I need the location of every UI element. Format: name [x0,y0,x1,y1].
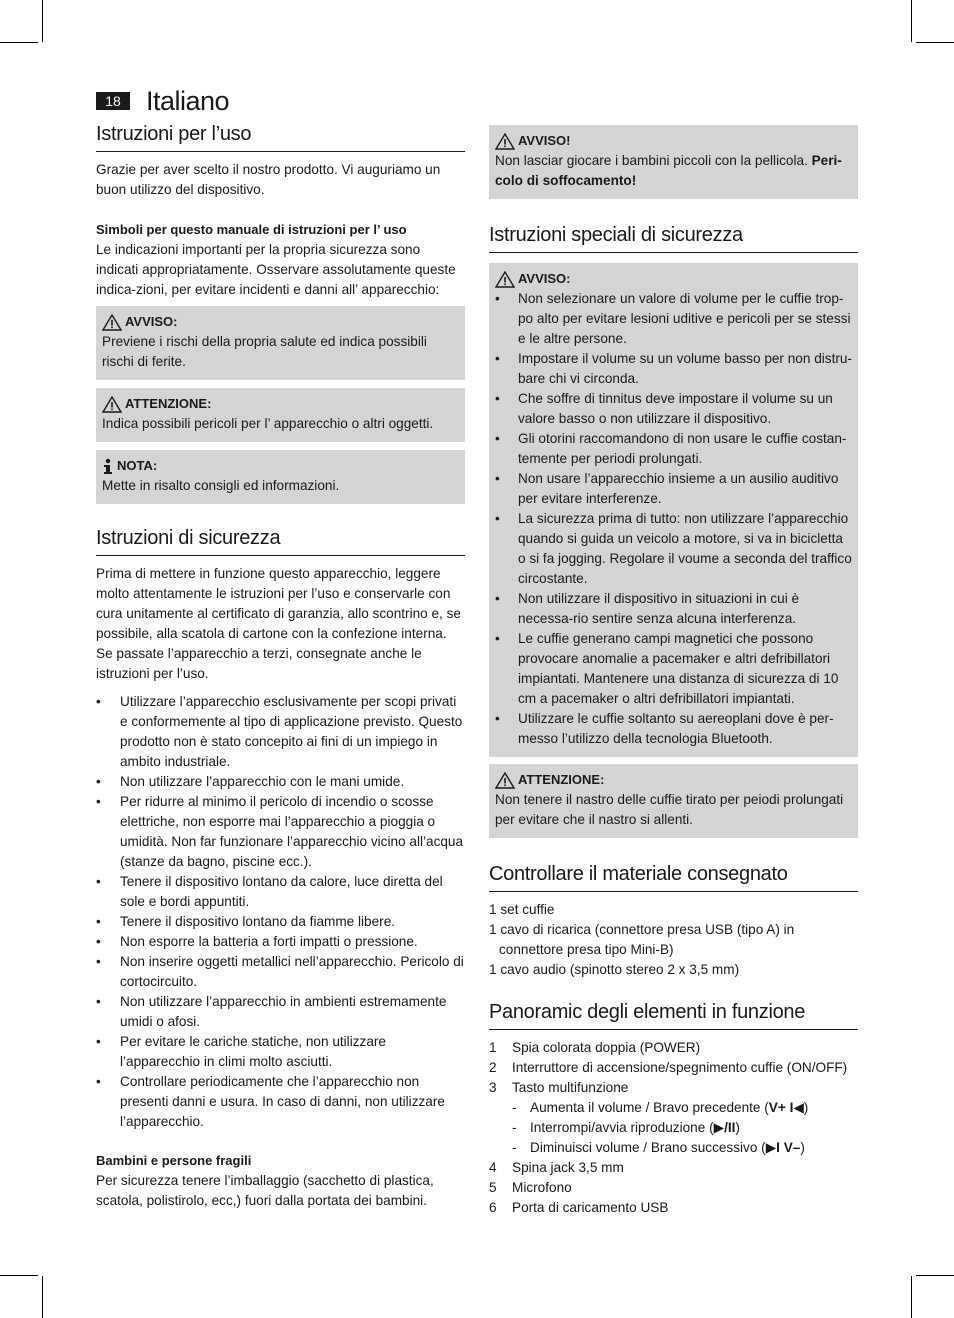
crop-mark [916,1275,954,1276]
panel-sublist [489,1098,858,1158]
list-item: 1 set cuffie [489,902,555,917]
list-item: 1 Spia colorata doppia (POWER) [489,1040,701,1055]
crop-mark [42,0,43,42]
avviso-title: AVVISO: [125,314,178,329]
warning-text: Non lasciar giocare i bambini piccoli con la pellicola. [495,153,808,168]
list-item: 5 Microfono [489,1180,572,1195]
list-item: • Non utilizzare l’apparecchio con le mani umide. [96,772,465,792]
list-item: 1 cavo di ricarica (connettore presa USB (tipo A) in connettore presa tipo Mini-B) [489,922,795,957]
warning-bold-text: Peri-colo di soffocamento! [495,153,842,188]
attenzione-box [96,388,465,442]
check-list [489,900,858,980]
list-item: 3 Tasto multifunzione [489,1080,629,1095]
list-item: 2 Interruttore di accensione/spegnimento cuffie (ON/OFF) [489,1060,848,1075]
attenzione-title: ATTENZIONE: [125,396,212,411]
warning-title: AVVISO! [518,133,571,148]
language-title: Italiano [146,86,230,116]
special-avviso-title: AVVISO: [518,271,571,286]
list-item: • Le cuffie generano campi magnetici che possono provocare anomalie a pacemaker e altri defribillatori impiantati. Mantenere una distanza di sicurezza di 10 cm a pacemaker o altri defribillatori impiantati. [495,629,852,709]
list-item: • Gli otorini raccomandono di non usare le cuffie costan-temente per periodi prolungati. [495,429,852,469]
list-item: • Non utilizzare il dispositivo in situazioni in cui è necessa-rio sentire senza alcuna interferenza. [495,589,852,629]
heading-special-safety: Istruzioni speciali di sicurezza [489,221,858,253]
crop-mark [42,1276,43,1318]
list-item: • Controllare periodicamente che l’apparecchio non presenti danni e usura. In caso di danni, non utilizzare l’apparecchio. [96,1072,465,1132]
nota-title: NOTA: [117,458,158,473]
panel-list [489,1038,858,1098]
warning-triangle-icon [495,772,515,789]
crop-mark [0,1275,38,1276]
info-icon [102,458,114,475]
special-attenzione-box [489,764,858,838]
list-item: • Tenere il dispositivo lontano da calore, luce diretta del sole e bordi appuntiti. [96,872,465,912]
symbols-title: Simboli per questo manuale di istruzioni per l’ uso [96,222,407,237]
list-item: 4 Spina jack 3,5 mm [489,1160,624,1175]
intro-text: Grazie per aver scelto il nostro prodotto. Vi auguriamo un buon utilizzo del dispositivo. [96,162,441,197]
special-avviso-box [489,263,858,757]
volume-up-prev-symbol: V+ I◀ [768,1100,804,1115]
list-item: 6 Porta di caricamento USB [489,1200,669,1215]
crop-mark [916,42,954,43]
list-item: • Non esporre la batteria a forti impatti o pressione. [96,932,465,952]
crop-mark [0,42,38,43]
warning-triangle-icon [102,396,122,413]
left-column [96,120,465,1211]
heading-safety: Istruzioni di sicurezza [96,524,465,556]
page-number: 18 [96,92,130,110]
nota-box [96,450,465,504]
list-item: • Che soffre di tinnitus deve impostare il volume su un valore basso o non utilizzare il dispositivo. [495,389,852,429]
list-item: • Utilizzare le cuffie soltanto su aereoplani dove è per-messo l’utilizzo della tecnologia Bluetooth. [495,709,852,749]
list-item: - Aumenta il volume / Bravo precedente (V+ I◀) [512,1100,809,1115]
list-item: • Non usare l’apparecchio insieme a un ausilio auditivo per evitare interferenze. [495,469,852,509]
attenzione-text: Indica possibili pericoli per l’ apparecchio o altri oggetti. [102,416,434,431]
list-item: • Tenere il dispositivo lontano da fiamme libere. [96,912,465,932]
warning-triangle-icon [495,271,515,288]
special-list [495,289,852,749]
list-item: • Non inserire oggetti metallici nell’apparecchio. Pericolo di cortocircuito. [96,952,465,992]
heading-usage: Istruzioni per l’uso [96,120,465,152]
list-item: • Per evitare le cariche statiche, non utilizzare l’apparecchio in climi molto asciutti. [96,1032,465,1072]
list-item: 1 cavo audio (spinotto stereo 2 x 3,5 mm) [489,962,740,977]
children-title: Bambini e persone fragili [96,1153,252,1168]
warning-triangle-icon [102,314,122,331]
avviso-box [96,306,465,380]
list-item: • Non selezionare un valore di volume per le cuffie trop-po alto per evitare lesioni uditive e pericoli per se stessi e le altre persone. [495,289,852,349]
heading-panel: Panoramic degli elementi in funzione [489,998,858,1030]
list-item: - Interrompi/avvia riproduzione (▶/II) [512,1120,740,1135]
next-volume-down-symbol: ▶I V– [765,1140,801,1155]
crop-mark [911,1276,912,1318]
list-item: • Impostare il volume su un volume basso per non distru-bare chi vi circonda. [495,349,852,389]
warning-box [489,125,858,199]
avviso-text: Previene i rischi della propria salute ed indica possibili rischi di ferite. [102,334,427,369]
children-text: Per sicurezza tenere l’imballaggio (sacchetto di plastica, scatola, polistirolo, ecc,) fuori dalla portata dei bambini. [96,1173,434,1208]
symbols-text: Le indicazioni importanti per la propria sicurezza sono indicati appropriatamente. Osservare assolutamente queste indica-zioni, per evitare incidenti e danni all’ apparecchio: [96,242,456,297]
list-item: - Diminuisci volume / Brano successivo (▶I V–) [512,1140,805,1155]
special-attenzione-title: ATTENZIONE: [518,772,605,787]
list-item: • Utilizzare l’apparecchio esclusivamente per scopi privati e conformemente al tipo di applicazione previsto. Questo prodotto non è stato concepito ai fini di un impiego in ambito industriale. [96,692,465,772]
crop-mark [911,0,912,42]
warning-triangle-icon [495,133,515,150]
play-pause-symbol: ▶/II [713,1120,736,1135]
panel-list-cont [489,1158,858,1218]
right-column [489,125,858,1218]
safety-list [96,692,465,1132]
list-item: • Per ridurre al minimo il pericolo di incendio o scosse elettriche, non esporre mai l’apparecchio a pioggia o umidità. Non far funzionare l’apparecchio vicino all’acqua (stanze da bagno, piscine ecc.). [96,792,465,872]
list-item: • La sicurezza prima di tutto: non utilizzare l’apparecchio quando si guida un veicolo a motore, si va in bicicletta o si fa jogging. Regolare il voume a seconda del traffico circostante. [495,509,852,589]
safety-intro: Prima di mettere in funzione questo apparecchio, leggere molto attentamente le istruzioni per l’uso e conservarle con cura unitamente al certificato di garanzia, allo scontrino e, se possibile, alla scatola di cartone con la confezione interna. Se passate l’apparecchio a terzi, consegnate anche le istruzioni per l’uso. [96,566,461,681]
special-attenzione-text: Non tenere il nastro delle cuffie tirato per peiodi prolungati per evitare che il nastro si allenti. [495,792,844,827]
heading-check-contents: Controllare il materiale consegnato [489,860,858,892]
list-item: • Non utilizzare l’apparecchio in ambienti estremamente umidi o afosi. [96,992,465,1032]
nota-text: Mette in risalto consigli ed informazioni. [102,478,340,493]
